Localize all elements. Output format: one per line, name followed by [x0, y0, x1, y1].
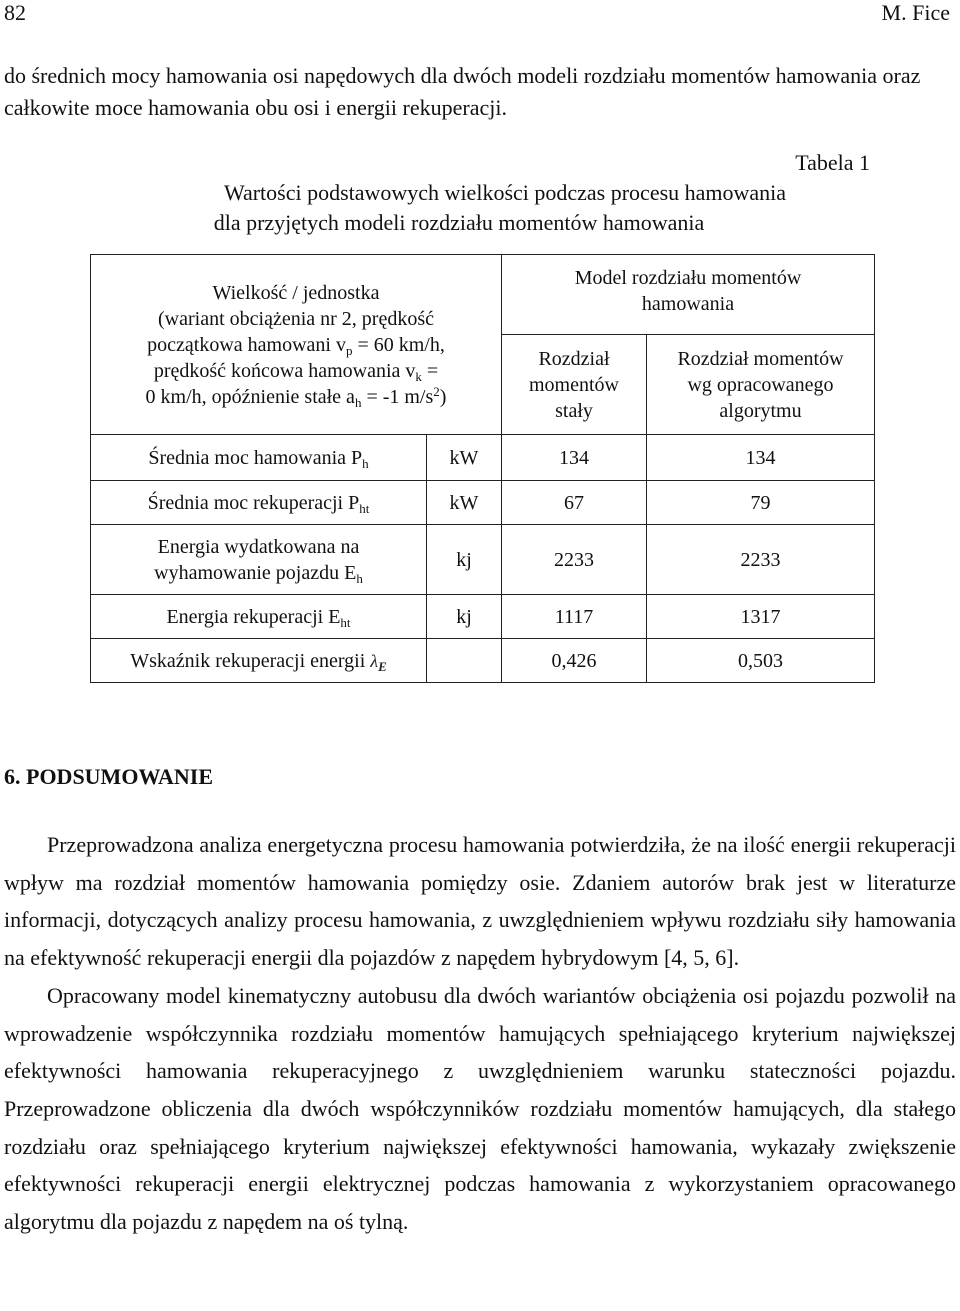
row-label: Energia wydatkowana na wyhamowanie pojazdu $E_h$ [91, 525, 427, 595]
row-value-constant: 2233 [502, 525, 647, 595]
row-value-algorithm: 1317 [647, 595, 875, 639]
row-value-constant: 1117 [502, 595, 647, 639]
lambda-symbol-icon: $\lambda_E$ [370, 650, 387, 674]
row-value-algorithm: 0,503 [647, 639, 875, 683]
row-unit: kj [427, 525, 502, 595]
row-value-algorithm: 79 [647, 481, 875, 525]
summary-paragraph-1: Przeprowadzona analiza energetyczna procesu hamowania potwierdziła, że na ilość energii rekuperacji wpływ ma rozdział momentów hamowania pomiędzy osie. Zdaniem autorów brak jest w literaturze informacji, dotyczących analizy procesu hamowania, z uwzględnieniem wpływu rozdziału siły hamowania na efektywność rekuperacji energii dla pojazdów z napędem hybrydowym [4, 5, 6]. [4, 832, 956, 971]
row-label: Średnia moc hamowania $P_h$ [91, 435, 427, 481]
results-table [90, 254, 875, 683]
row-label: Energia rekuperacji $E_{ht}$ [91, 595, 427, 639]
row-unit [427, 639, 502, 683]
summary-body [4, 826, 956, 1241]
table-row [91, 525, 875, 595]
section-title: 6. PODSUMOWANIE [4, 764, 214, 789]
table-caption-line-2: dla przyjętych modeli rozdziału momentów hamowania [213, 210, 705, 235]
page-number: 82 [4, 0, 26, 25]
row-value-algorithm: 134 [647, 435, 875, 481]
header-model-group: Model rozdziału momentów hamowania [502, 255, 875, 335]
row-unit: kW [427, 435, 502, 481]
header-quantity-unit: Wielkość / jednostka (wariant obciążenia nr 2, prędkość początkowa hamowani $v_p = 60$ km/h, prędkość końcowa hamowania $v_k$ = 0 km/h, opóźnienie stałe $a_h = -1$ $m/s^2$) [91, 255, 502, 435]
row-value-constant: 134 [502, 435, 647, 481]
header-constant-distribution: Rozdział momentów stały [502, 335, 647, 435]
intro-paragraph: do średnich mocy hamowania osi napędowych dla dwóch modeli rozdziału momentów hamowania oraz całkowite moce hamowania obu osi i energii rekuperacji. [4, 63, 921, 120]
table-row [91, 481, 875, 525]
page-header [4, 0, 950, 28]
row-label: Średnia moc rekuperacji $P_{ht}$ [91, 481, 427, 525]
row-value-constant: 0,426 [502, 639, 647, 683]
table-row [91, 639, 875, 683]
table-label: Tabela 1 [795, 150, 870, 175]
table-row [91, 595, 875, 639]
row-unit: kj [427, 595, 502, 639]
summary-paragraph-2: Opracowany model kinematyczny autobusu dla dwóch wariantów obciążenia osi pojazdu pozwolił na wprowadzenie współczynnika rozdziału momentów hamujących spełniającego kryterium największej efektywności hamowania rekuperacyjnego z uwzględnieniem warunku stateczności pojazdu. Przeprowadzone obliczenia dla dwóch współczynników rozdziału momentów hamujących, dla stałego rozdziału oraz spełniającego kryterium największej efektywności hamowania, wykazały zwiększenie efektywności rekuperacji energii elektrycznej podczas hamowania z wykorzystaniem opracowanego algorytmu dla pojazdu z napędem na oś tylną. [4, 982, 956, 1235]
row-label: Wskaźnik rekuperacji energii $\lambda_E$ [91, 639, 427, 683]
running-head: M. Fice [881, 0, 950, 25]
table-caption [90, 178, 920, 238]
header-algorithm-distribution: Rozdział momentów wg opracowanego algorytmu [647, 335, 875, 435]
table-caption-line-1: Wartości podstawowych wielkości podczas procesu hamowania [223, 180, 787, 205]
row-value-constant: 67 [502, 481, 647, 525]
row-unit: kW [427, 481, 502, 525]
row-value-algorithm: 2233 [647, 525, 875, 595]
table-row [91, 435, 875, 481]
